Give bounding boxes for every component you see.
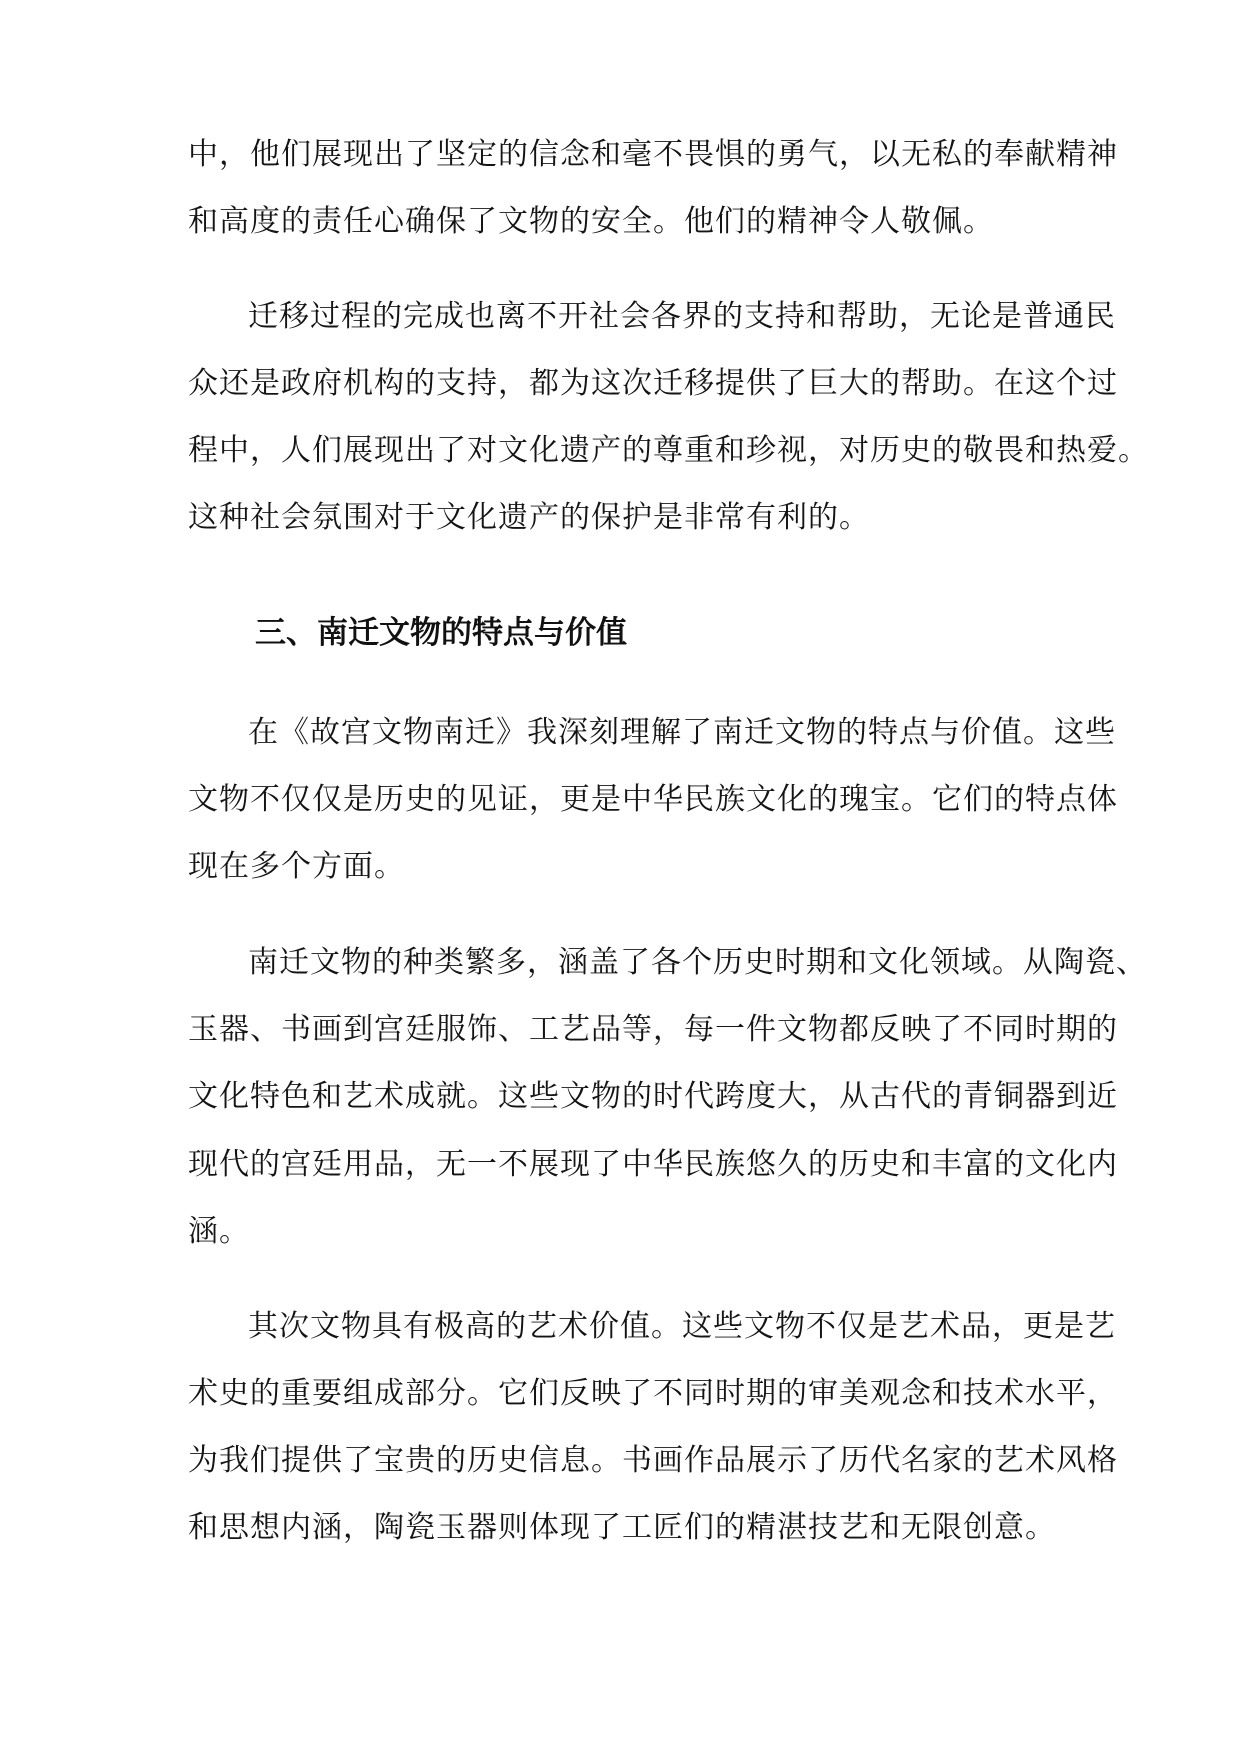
text-line: 和思想内涵，陶瓷玉器则体现了工匠们的精湛技艺和无限创意。 xyxy=(188,1510,1056,1545)
text-line: 为我们提供了宝贵的历史信息。书画作品展示了历代名家的艺术风格 xyxy=(188,1443,1118,1478)
paragraph-first-line: 南迁文物的种类繁多，涵盖了各个历史时期和文化领域。从陶瓷、 xyxy=(248,945,1147,980)
text-line: 术史的重要组成部分。它们反映了不同时期的审美观念和技术水平， xyxy=(188,1376,1118,1411)
text-line: 玉器、书画到宫廷服饰、工艺品等，每一件文物都反映了不同时期的 xyxy=(188,1012,1118,1047)
paragraph-first-line: 迁移过程的完成也离不开社会各界的支持和帮助，无论是普通民 xyxy=(248,299,1116,334)
text-line: 这种社会氛围对于文化遗产的保护是非常有利的。 xyxy=(188,500,870,535)
paragraph-first-line: 在《故宫文物南迁》我深刻理解了南迁文物的特点与价值。这些 xyxy=(248,715,1116,750)
section-heading: 三、南迁文物的特点与价值 xyxy=(255,615,627,651)
text-line: 现代的宫廷用品，无一不展现了中华民族悠久的历史和丰富的文化内 xyxy=(188,1147,1118,1182)
text-line: 和高度的责任心确保了文物的安全。他们的精神令人敬佩。 xyxy=(188,204,994,239)
text-line: 文化特色和艺术成就。这些文物的时代跨度大，从古代的青铜器到近 xyxy=(188,1079,1118,1114)
text-line: 程中，人们展现出了对文化遗产的尊重和珍视，对历史的敬畏和热爱。 xyxy=(188,433,1149,468)
text-line: 现在多个方面。 xyxy=(188,849,405,884)
text-line: 文物不仅仅是历史的见证，更是中华民族文化的瑰宝。它们的特点体 xyxy=(188,782,1118,817)
text-line: 众还是政府机构的支持，都为这次迁移提供了巨大的帮助。在这个过 xyxy=(188,366,1118,401)
paragraph-first-line: 其次文物具有极高的艺术价值。这些文物不仅是艺术品，更是艺 xyxy=(248,1309,1116,1344)
text-line: 中，他们展现出了坚定的信念和毫不畏惧的勇气，以无私的奉献精神 xyxy=(188,137,1118,172)
text-line: 涵。 xyxy=(188,1214,250,1249)
